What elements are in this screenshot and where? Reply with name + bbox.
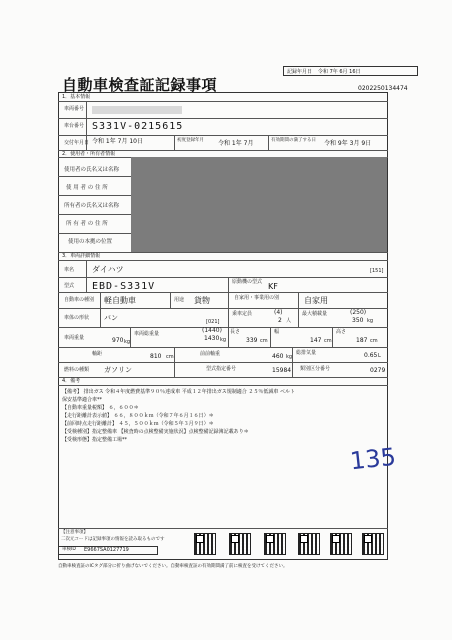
divider	[58, 327, 388, 328]
ff-unit: kg	[286, 354, 293, 360]
divider	[292, 347, 293, 362]
divider	[228, 292, 229, 308]
section2-heading: 2．使用者・所有者情報	[62, 151, 116, 157]
section3-heading: 3．車両詳細情報	[62, 253, 101, 259]
class-label: 類別区分番号	[300, 366, 331, 372]
notice-text: 二次元コードは記録事項の情報を読み取るものです	[61, 537, 165, 542]
gross-label: 車両総重量	[134, 331, 160, 337]
private-label: 自家用・事業用の別	[234, 295, 280, 301]
gross-top: (1440)	[202, 327, 222, 334]
divider	[292, 362, 293, 377]
engine-label: 原動機の型式	[232, 279, 263, 285]
divider	[268, 135, 269, 150]
disp-dummy-label: 軸距	[92, 351, 103, 357]
type-num-value: 15984	[272, 367, 292, 374]
divider	[174, 135, 175, 150]
divider	[58, 195, 131, 196]
owner-address-label: 所 有 者 の 住 所	[66, 221, 108, 227]
remarks-line-2: 保安基準適合車**	[62, 397, 103, 403]
type-num-label: 型式指定番号	[206, 366, 237, 372]
divider	[332, 327, 333, 347]
issue-date-value: 令和 7年 6月 16日	[318, 68, 361, 75]
divider	[228, 327, 229, 347]
divider	[58, 362, 388, 363]
divider	[58, 260, 388, 261]
handwritten-number: 135	[348, 442, 398, 476]
divider	[58, 214, 131, 215]
weight-value: 970	[112, 337, 124, 344]
divider	[58, 347, 388, 348]
owner-name-label: 所有者の氏名又は名称	[64, 203, 120, 209]
remarks-line-4: 【走行距離計表示値】 ６６，８００ｋｍ（令和７年６月１６日）＊	[62, 413, 214, 419]
divider	[170, 292, 171, 308]
first-reg-value: 令和 1年 7月 10日	[92, 138, 143, 145]
reg-number-redaction	[92, 106, 182, 114]
model-value: EBD-S331V	[92, 281, 156, 292]
notice-label: 【注意事項】	[61, 530, 88, 535]
document-title: 自動車検査証記録事項	[62, 76, 218, 94]
section1-heading: 1．基本情報	[62, 94, 91, 100]
disp-label: 総排気量	[296, 350, 317, 356]
capacity-value: 2	[278, 317, 282, 324]
chassis-value: S331V-0215615	[92, 121, 184, 132]
user-address-label: 使 用 者 の 住 所	[66, 185, 108, 191]
maxload-value: 350	[352, 317, 364, 324]
maxload-top: (250)	[350, 309, 367, 316]
divider	[86, 260, 87, 277]
gross-value: 1430	[204, 335, 220, 342]
chassis-label: 車台番号	[64, 123, 85, 129]
use-label: 用途	[174, 297, 185, 303]
divider	[228, 308, 229, 327]
private-value: 自家用	[304, 296, 328, 305]
qr-code-6	[362, 533, 384, 555]
first-reg-label: 交付年月日	[64, 140, 90, 146]
user-name-label: 使用者の氏名又は名称	[64, 167, 120, 173]
engine-value: KF	[268, 282, 278, 291]
divider	[270, 327, 271, 347]
divider	[58, 233, 131, 234]
width-value: 147	[310, 337, 322, 344]
divider	[174, 347, 175, 362]
base-location-label: 使用の本拠の位置	[68, 239, 113, 245]
type-value: 軽自動車	[104, 296, 136, 305]
use-value: 貨物	[194, 296, 210, 305]
divider	[174, 362, 175, 377]
divider	[58, 176, 131, 177]
length-label: 長さ	[230, 329, 241, 335]
divider	[58, 101, 388, 102]
width-label: 幅	[274, 329, 280, 335]
qr-code-5	[330, 533, 352, 555]
ff-value: 460	[272, 353, 284, 360]
capacity-top: (4)	[274, 309, 283, 316]
height-value: 187	[356, 337, 368, 344]
reg-number-label: 車両番号	[64, 106, 85, 112]
body-value: バン	[104, 314, 118, 322]
remarks-line-6: 【受検種別】指定整備車 【検査時の点検整備実施状況】点検整備記録簿記載あり＊	[62, 429, 249, 435]
maker-label: 車名	[64, 267, 75, 273]
qr-code-4	[298, 533, 320, 555]
type-label: 自動車の種別	[64, 297, 95, 303]
maxload-label: 最大積載量	[302, 311, 328, 317]
issue-date-label: 記録年月日	[287, 68, 313, 75]
model-label: 型式	[64, 283, 75, 289]
qr-code-2	[229, 533, 251, 555]
first-date-label: 初度登録年月	[177, 138, 204, 143]
expiry-label: 有効期間の満了する日	[271, 138, 316, 143]
divider	[298, 308, 299, 327]
divider	[58, 135, 388, 136]
capacity-unit: 人	[286, 318, 292, 324]
divider	[58, 252, 388, 253]
height-unit: cm	[370, 338, 378, 344]
divider	[86, 277, 87, 292]
section4-heading: 4．備考	[62, 378, 81, 384]
divider	[58, 308, 388, 309]
capacity-label: 乗車定員	[232, 311, 253, 317]
disp-unit: L	[378, 353, 381, 359]
remarks-line-5: 【前回時点走行距離計】 ４５，５００ｋｍ（令和５年３月９日）＊	[62, 421, 214, 427]
height-label: 高さ	[336, 329, 347, 335]
wheelbase-unit: cm	[166, 354, 174, 360]
divider	[58, 118, 388, 119]
divider	[298, 292, 299, 308]
issue-date-box	[283, 66, 418, 76]
divider	[100, 292, 101, 308]
divider	[58, 277, 388, 278]
ff-label: 前前軸重	[200, 351, 221, 357]
qr-code-1	[194, 533, 216, 555]
divider	[228, 277, 229, 292]
qr-code-3	[264, 533, 286, 555]
owner-info-redaction	[131, 157, 387, 252]
width-unit: cm	[324, 338, 332, 344]
weight-label: 車両重量	[64, 335, 85, 341]
length-value: 339	[246, 337, 258, 344]
length-unit: cm	[260, 338, 268, 344]
document-number: 0202250134474	[358, 85, 408, 92]
divider	[58, 292, 388, 293]
remarks-line-7: 【受検形態】指定整備工場**	[62, 437, 128, 443]
car-id-label: 車検ID	[62, 547, 76, 552]
remarks-line-1: 【備考】 排出ガス 令和４年度燃費基準９０％達成車 平成１２年排出ガス規制適合 ２５％低減車 ベルト	[62, 389, 295, 395]
fuel-label: 燃料の種類	[64, 367, 90, 373]
class-value: 0279	[370, 367, 386, 374]
divider	[58, 377, 388, 378]
maker-value: ダイハツ	[92, 265, 124, 274]
divider	[100, 308, 101, 327]
weight-unit: kg	[124, 339, 131, 345]
wheelbase-value: 810	[150, 353, 162, 360]
divider	[130, 327, 131, 347]
body-code: [021]	[206, 319, 220, 325]
expiry-value: 令和 9年 3月 9日	[324, 140, 372, 147]
body-label: 車体の形状	[64, 315, 90, 321]
car-id-value: E9667SA0127719	[84, 547, 129, 553]
divider	[58, 528, 388, 529]
maker-code: [151]	[370, 268, 384, 274]
disp-value: 0.65	[364, 352, 378, 359]
divider	[58, 385, 388, 386]
remarks-line-3: 【自動車重量税額】 ６，６００＊	[62, 405, 139, 411]
first-date-value: 令和 1年 7月	[218, 140, 254, 147]
fuel-value: ガソリン	[104, 366, 132, 374]
bottom-note: 自動車検査証のICタグ部分に折り曲げないでください。自動車検査証の有効期間満了前に検査を受けてください。	[58, 564, 288, 569]
maxload-unit: kg	[367, 318, 374, 324]
gross-unit: kg	[220, 337, 227, 343]
